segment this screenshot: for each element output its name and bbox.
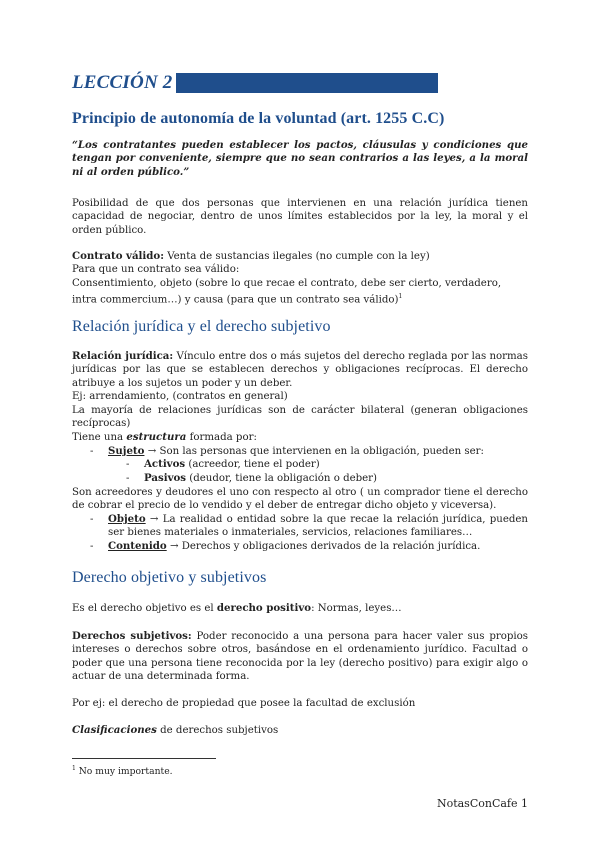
footnote xyxy=(72,765,173,777)
contrato-valido-block xyxy=(72,250,528,307)
objeto-label: Objeto xyxy=(108,513,146,525)
activos-text: (acreedor, tiene el poder) xyxy=(185,459,320,470)
list-item-objeto xyxy=(108,513,528,540)
objeto-text: → La realidad o entidad sobre la que recae la relación jurídica, pueden ser bienes materiales o inmateriales, servicios, relaciones familiares… xyxy=(108,514,528,539)
pasivos-text: (deudor, tiene la obligación o deber) xyxy=(186,473,378,484)
list-dash: - xyxy=(90,514,94,525)
estructura-line xyxy=(72,431,528,444)
heading-autonomia: Principio de autonomía de la voluntad (art. 1255 C.C) xyxy=(72,110,445,127)
footnote-divider xyxy=(72,758,216,759)
heading-relacion-juridica: Relación jurídica y el derecho subjetivo xyxy=(72,318,331,335)
list-item-pasivos xyxy=(144,472,377,485)
list-item-activos xyxy=(144,458,320,471)
estructura-post: formada por: xyxy=(186,432,257,443)
list-item-sujeto xyxy=(108,445,484,458)
list-dash: - xyxy=(126,459,130,470)
activos-label: Activos xyxy=(144,458,186,470)
contrato-valido-line3: Consentimiento, objeto (sobre lo que recae el contrato, debe ser cierto, verdadero, intra commercium…) y causa (para que un contrato sea válido) xyxy=(72,277,502,306)
contrato-valido-text: Venta de sustancias ilegales (no cumple con la ley) xyxy=(163,251,430,262)
clasificaciones-line xyxy=(72,724,528,737)
ejemplo-line: Ej: arrendamiento, (contratos en general) xyxy=(72,391,288,402)
lesson-header xyxy=(72,72,173,94)
mayoria-paragraph: La mayoría de relaciones jurídicas son de carácter bilateral (generan obligaciones recíprocas) xyxy=(72,405,528,430)
contrato-valido-label: Contrato válido: xyxy=(72,250,164,262)
relacion-juridica-text: Vínculo entre dos o más sujetos del derecho reglada por las normas jurídicas por las que se establecen derechos y obligaciones recíprocas. El derecho atribuye a los sujetos un poder y un deber. xyxy=(72,351,528,389)
page-footer: NotasConCafe 1 xyxy=(436,797,528,810)
por-ejemplo-line: Por ej: el derecho de propiedad que posee la facultad de exclusión xyxy=(72,698,416,709)
clasificaciones-post: de derechos subjetivos xyxy=(156,725,279,736)
list-dash: - xyxy=(90,446,94,457)
footnote-text: No muy importante. xyxy=(75,766,173,778)
relacion-juridica-paragraph xyxy=(72,350,528,390)
contrato-valido-line2: Para que un contrato sea válido: xyxy=(72,264,240,276)
lesson-title: LECCIÓN 2 xyxy=(72,72,173,93)
derechos-subjetivos-text: Poder reconocido a una persona para hacer valer sus propios intereses o derechos sobre otros, basándose en el ordenamiento jurídico. Facultad o poder que una persona tiene reconocida por la ley (derecho positivo) para exigir algo o actuar de una determinada forma. xyxy=(72,631,528,683)
pasivos-label: Pasivos xyxy=(144,472,187,484)
lesson-title-bar xyxy=(176,73,438,93)
estructura-pre: Tiene una xyxy=(72,432,127,443)
list-item-contenido xyxy=(108,540,480,553)
footnote-number: 1 xyxy=(72,765,76,772)
footnote-ref[interactable]: 1 xyxy=(398,293,403,301)
derecho-positivo-pre: Es el derecho objetivo es el xyxy=(72,603,217,614)
contenido-text: → Derechos y obligaciones derivados de la relación jurídica. xyxy=(166,541,481,552)
clasificaciones-em: Clasificaciones xyxy=(72,724,157,736)
contenido-label: Contenido xyxy=(108,540,167,552)
derechos-subjetivos-label: Derechos subjetivos: xyxy=(72,630,192,642)
derecho-positivo-bold: derecho positivo xyxy=(216,602,312,614)
list-dash: - xyxy=(126,473,130,484)
derechos-subjetivos-paragraph xyxy=(72,630,528,684)
derecho-positivo-line xyxy=(72,602,528,615)
list-dash: - xyxy=(90,541,94,552)
derecho-positivo-post: : Normas, leyes… xyxy=(311,603,402,614)
sujeto-label: Sujeto xyxy=(108,445,145,457)
heading-derecho-objetivo: Derecho objetivo y subjetivos xyxy=(72,569,267,586)
article-quote: “Los contratantes pueden establecer los pactos, cláusulas y condiciones que tengan por conveniente, siempre que no sean contrarios a las leyes, a la moral ni al orden público.” xyxy=(72,139,528,178)
relacion-juridica-label: Relación jurídica: xyxy=(72,350,174,362)
sujeto-text: → Son las personas que intervienen en la obligación, pueden ser: xyxy=(147,446,484,457)
autonomia-paragraph: Posibilidad de que dos personas que intervienen en una relación jurídica tienen capacidad de negociar, dentro de unos límites establecidos por la ley, la moral y el orden público. xyxy=(72,198,528,236)
acreedores-paragraph: Son acreedores y deudores el uno con respecto al otro ( un comprador tiene el derecho de cobrar el precio de lo vendido y el deber de entregar dicho objeto y viceversa). xyxy=(72,487,528,512)
estructura-em: estructura xyxy=(126,431,187,443)
